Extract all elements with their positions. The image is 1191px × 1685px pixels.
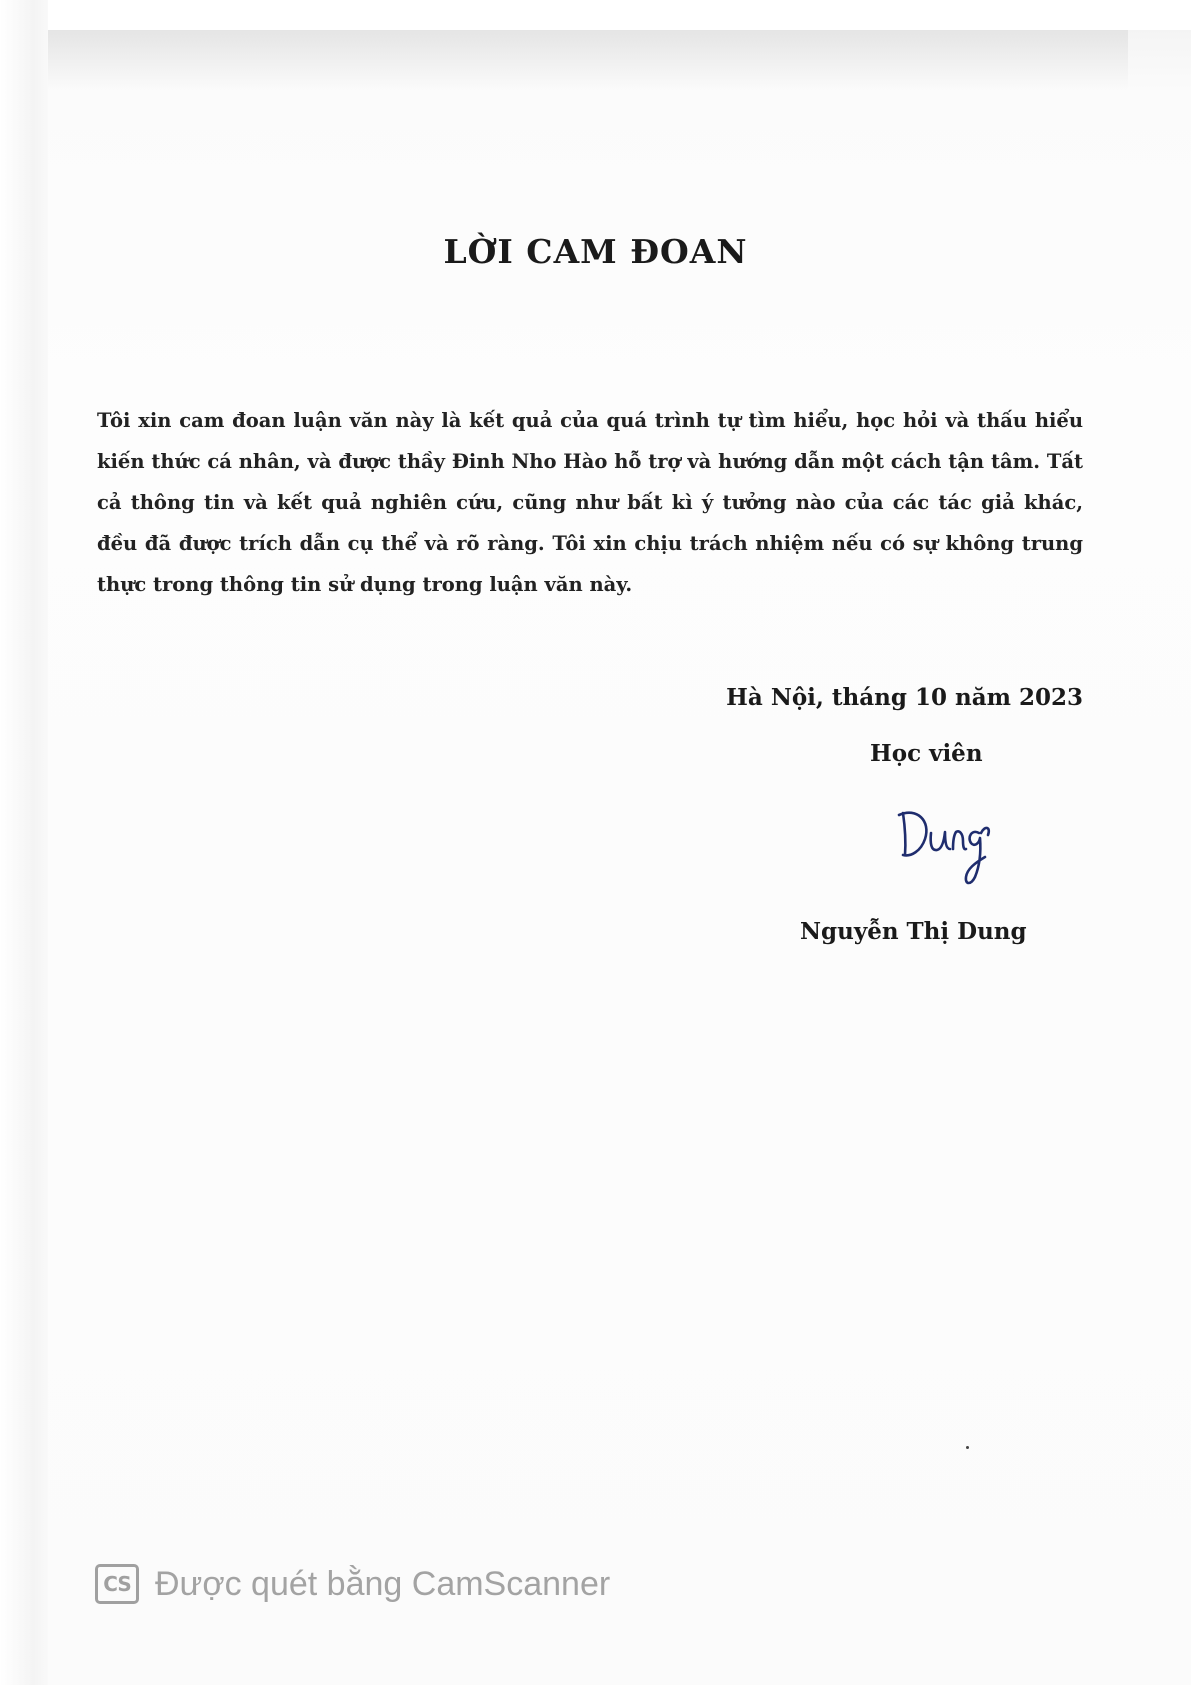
place-date: Hà Nội, tháng 10 năm 2023: [726, 684, 1083, 711]
declaration-body: Tôi xin cam đoan luận văn này là kết quả của quá trình tự tìm hiểu, học hỏi và thấu hiểu kiến thức cá nhân, và được thầy Đinh Nho Hào hỗ trợ và hướng dẫn một cách tận tâm. Tất cả thông tin và kết quả nghiên cứu, cũng như bất kì ý tưởng nào của các tác giả khác, đều đã được trích dẫn cụ thể và rõ ràng. Tôi xin chịu trách nhiệm nếu có sự không trung thực trong thông tin sử dụng trong luận văn này.: [97, 409, 1083, 596]
signer-role: Học viên: [870, 740, 983, 767]
handwritten-signature: [895, 803, 995, 895]
signer-name: Nguyễn Thị Dung: [800, 918, 1027, 945]
watermark-text: Được quét bằng CamScanner: [155, 1564, 611, 1603]
camscanner-logo-icon: CS: [95, 1564, 139, 1604]
camscanner-watermark: [95, 1562, 610, 1606]
page-title: LỜI CAM ĐOAN: [443, 232, 748, 271]
scan-speck: [966, 1446, 969, 1449]
scan-edge-top: [0, 0, 1191, 30]
scan-shadow: [48, 30, 1128, 90]
